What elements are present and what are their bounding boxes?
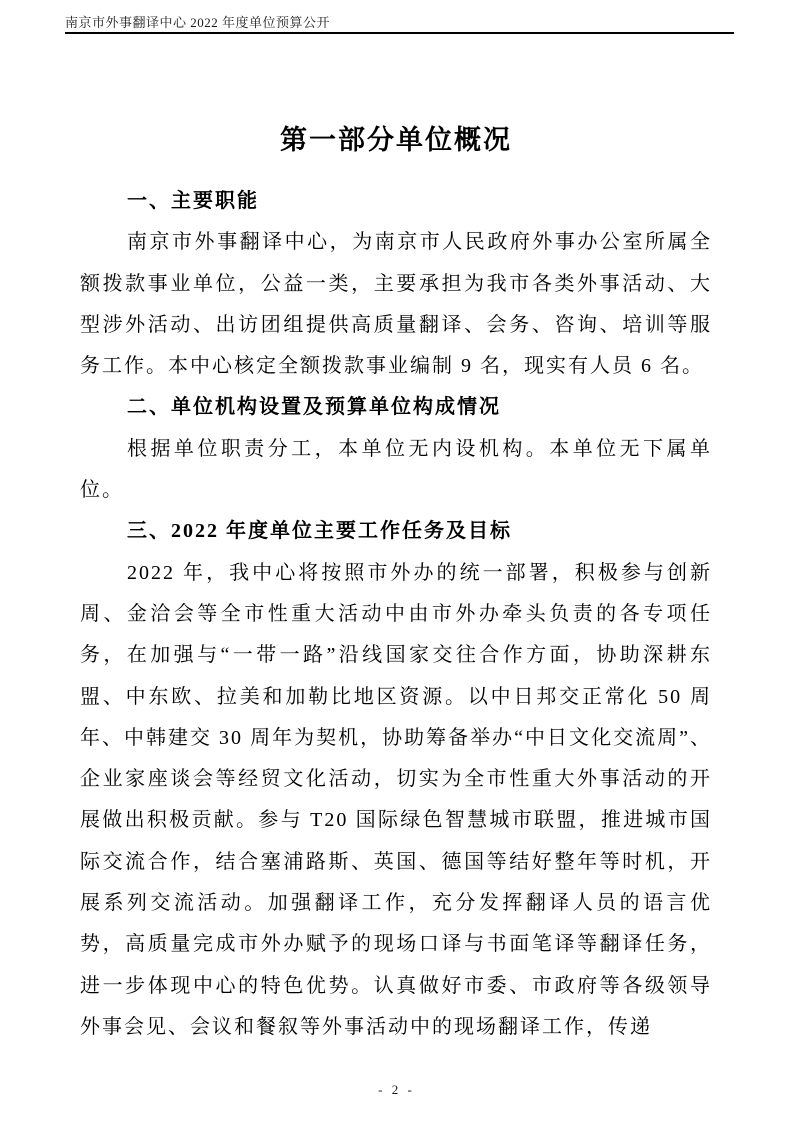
section-heading-org-structure: 二、单位机构设置及预算单位构成情况 <box>127 396 501 419</box>
page-number: - 2 - <box>378 1082 415 1097</box>
paragraph-org-structure: 根据单位职责分工，本单位无内设机构。本单位无下属单位。 <box>80 437 712 502</box>
document-title: 第一部分单位概况 <box>280 125 512 155</box>
document-body <box>80 181 712 1048</box>
document-content <box>80 0 712 1048</box>
page-footer <box>0 1082 793 1098</box>
page-header-title: 南京市外事翻译中心 2022 年度单位预算公开 <box>65 15 331 30</box>
section-heading-2022-tasks: 三、2022 年度单位主要工作任务及目标 <box>127 520 512 543</box>
section-heading-main-functions: 一、主要职能 <box>127 190 259 212</box>
paragraph-2022-tasks: 2022 年，我中心将按照市外办的统一部署，积极参与创新周、金洽会等全市性重大活动中由市外办牵头负责的各专项任务，在加强与“一带一路”沿线国家交往合作方面，协助深耕东盟、中东欧、拉美和加勒比地区资源。以中日邦交正常化 50 周年、中韩建交 30 周年为契机，协助筹备举办“中日文化交流周”、企业家座谈会等经贸文化活动，切实为全市性重大外事活动的开展做出积极贡献。参与 T20 国际绿色智慧城市联盟，推进城市国际交流合作，结合塞浦路斯、英国、德国等结好整年等时机，开展系列交流活动。加强翻译工作，充分发挥翻译人员的语言优势，高质量完成市外办赋予的现场口译与书面笔译等翻译任务，进一步体现中心的特色优势。认真做好市委、市政府等各级领导外事会见、会议和餐叙等外事活动中的现场翻译工作，传递 <box>80 561 712 1038</box>
paragraph-main-functions: 南京市外事翻译中心，为南京市人民政府外事办公室所属全额拨款事业单位，公益一类，主要承担为我市各类外事活动、大型涉外活动、出访团组提供高质量翻译、会务、咨询、培训等服务工作。本中心核定全额拨款事业编制 9 名，现实有人员 6 名。 <box>80 231 712 378</box>
